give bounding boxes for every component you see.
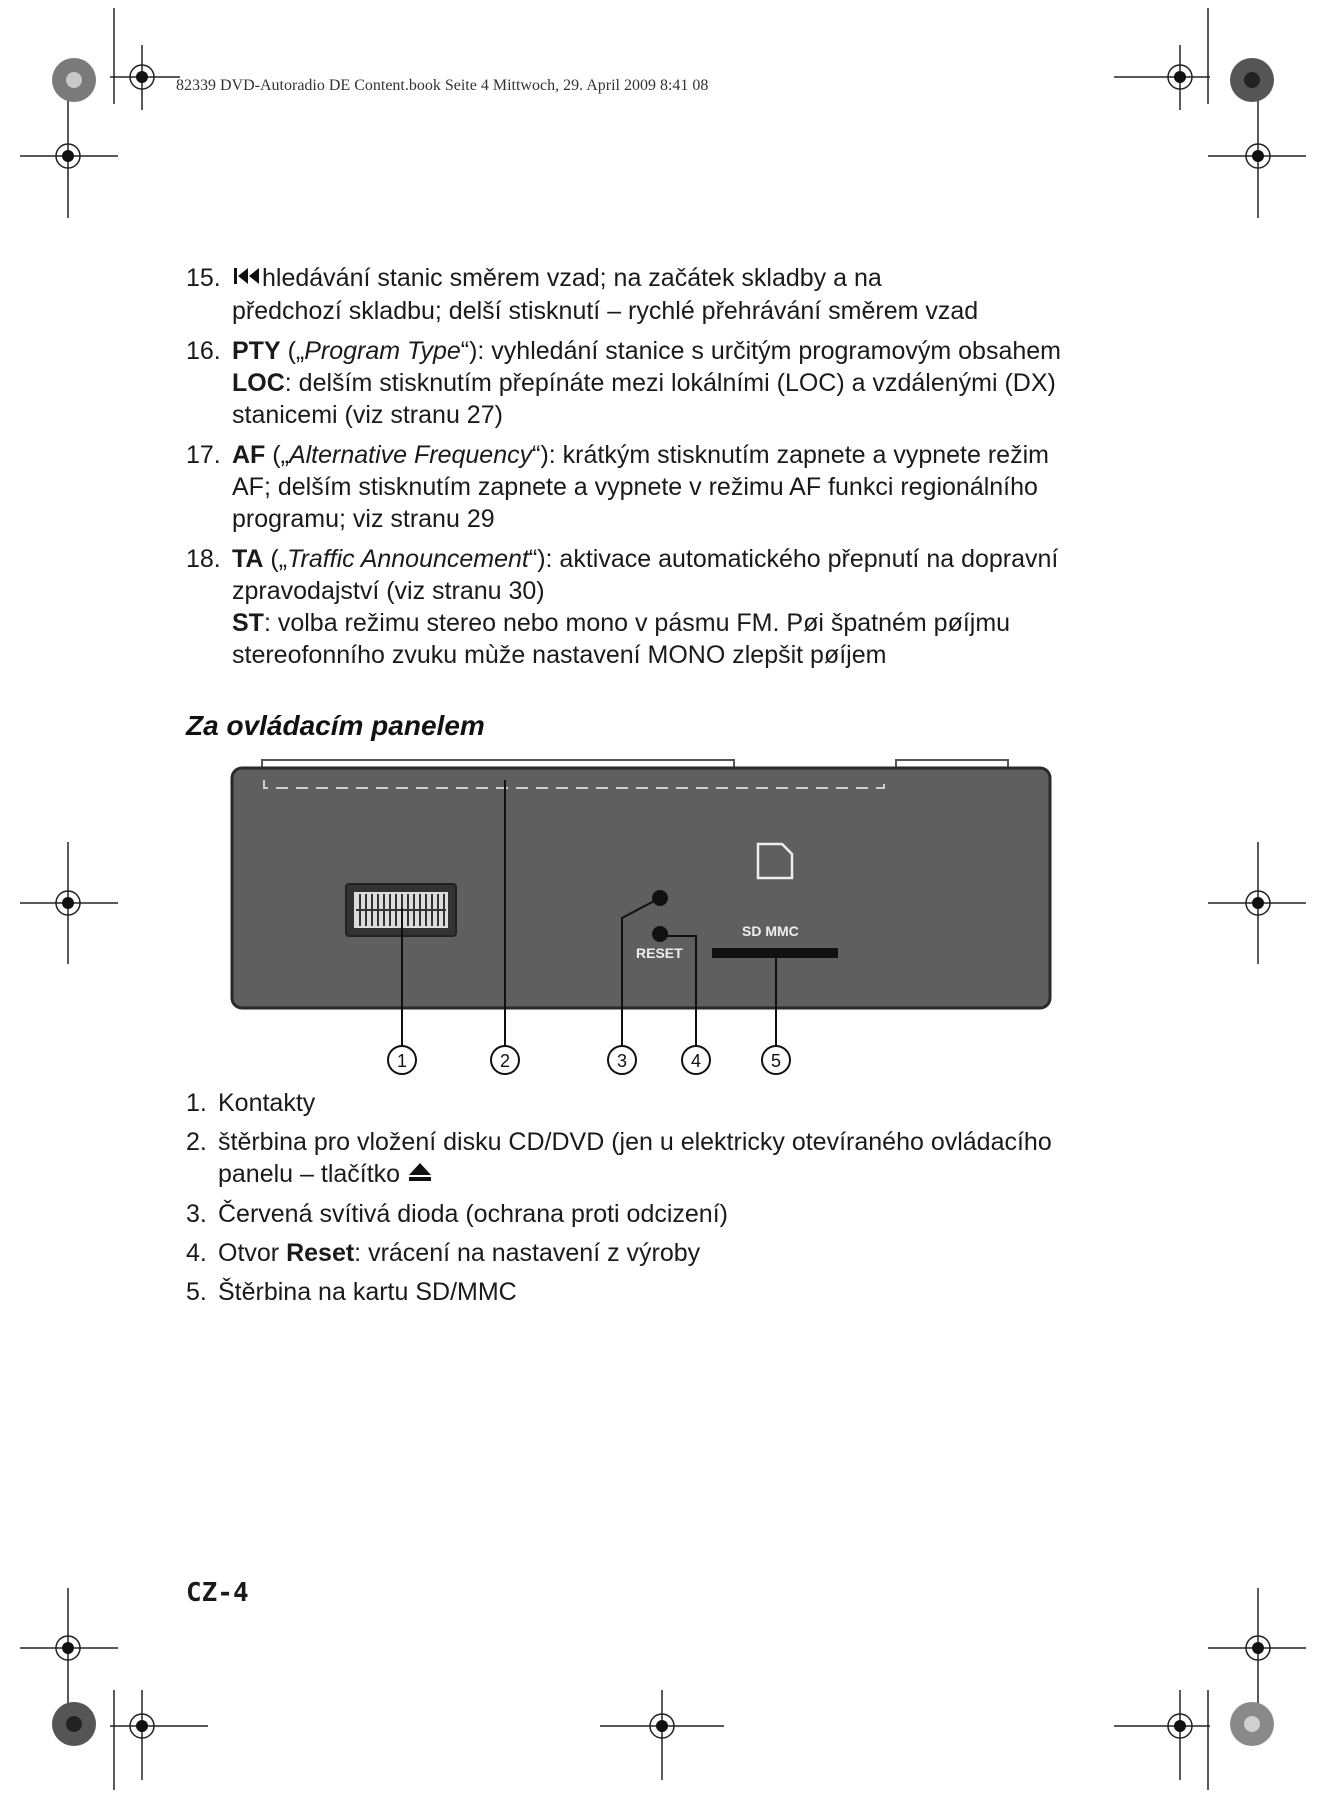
item-key: TA <box>232 545 264 574</box>
item-term: Traffic Announcement <box>287 545 529 574</box>
item-number: 15. <box>186 264 221 292</box>
list-item <box>186 1087 1086 1119</box>
item-number: 16. <box>186 337 221 366</box>
svg-text:1: 1 <box>396 1051 408 1071</box>
item-text: Kontakty <box>218 1089 316 1117</box>
item-description: “): aktivace automatického přepnutí na dopravní zpravodajství (viz stranu 30) <box>232 545 1059 606</box>
item-number: 18. <box>186 545 221 574</box>
callout-4 <box>682 1046 710 1074</box>
skip-back-icon <box>232 263 262 295</box>
item-number: 1. <box>186 1089 207 1117</box>
function-list <box>186 262 1086 679</box>
item-text: Červená svítivá dioda (ochrana proti odcizení) <box>218 1200 728 1229</box>
item-text: štěrbina pro vložení disku CD/DVD (jen u elektricky otevíraného ovládacího panelu – tlačítko <box>218 1128 1052 1188</box>
list-item: 16. PTY („Program Type“): vyhledání stanice s určitým programovým obsahem LOC: delším stisknutím přepínáte mezi lokálními (LOC) a vzdálenými (DX) stanicemi (viz stranu 27) <box>186 337 1061 430</box>
svg-text:3: 3 <box>616 1051 628 1071</box>
callout-3 <box>608 1046 636 1074</box>
reset-term: Reset <box>286 1239 355 1268</box>
svg-text:2: 2 <box>499 1051 511 1071</box>
svg-text:4: 4 <box>690 1051 702 1071</box>
item-sub-key: ST <box>232 609 264 638</box>
item-number: 2. <box>186 1128 207 1156</box>
list-item <box>186 1198 1086 1230</box>
list-item <box>186 1126 1086 1191</box>
item-15-line2: předchozí skladbu; delší stisknutí – rychlé přehrávání směrem vzad <box>232 297 979 326</box>
reset-hole <box>652 926 668 942</box>
led-indicator <box>652 890 668 906</box>
item-description: “): krátkým stisknutím zapnete a vypnete režim AF; delším stisknutím zapnete a vypnete v režimu AF funkci regionálního programu; viz stranu 29 <box>232 441 1049 534</box>
item-term: Alternative Frequency <box>288 441 533 470</box>
list-item <box>186 1276 1086 1308</box>
item-sub-description: : volba režimu stereo nebo mono v pásmu FM. Pøi špatném pøíjmu stereofonního zvuku mùže nastavení MONO zlepšit pøíjem <box>232 609 1011 670</box>
item-number: 3. <box>186 1200 207 1229</box>
print-header: 82339 DVD-Autoradio DE Content.book Seite 4 Mittwoch, 29. April 2009 8:41 08 <box>176 77 709 94</box>
item-number: 5. <box>186 1278 207 1307</box>
list-item: 18. TA („Traffic Announcement“): aktivace automatického přepnutí na dopravní zpravodajství (viz stranu 30) ST: volba režimu stereo nebo mono v pásmu FM. Pøi špatném pøíjmu stereofonního zvuku mùže nastavení MONO zlepšit pøíjem <box>186 545 1059 670</box>
item-description: “): vyhledání stanice s určitým programovým obsahem <box>460 337 1061 366</box>
item-term: Program Type <box>304 337 461 366</box>
list-item: 4. Otvor Reset: vrácení na nastavení z výroby <box>186 1239 701 1268</box>
sd-mmc-label: SD MMC <box>742 923 799 939</box>
item-number: 17. <box>186 441 221 470</box>
list-item: 17. AF („Alternative Frequency“): krátkým stisknutím zapnete a vypnete režim AF; delším stisknutím zapnete a vypnete v režimu AF funkci regionálního programu; viz stranu 29 <box>186 441 1049 534</box>
panel-legend-list <box>186 1087 1086 1315</box>
item-sub-key: LOC <box>232 369 285 398</box>
svg-text:5: 5 <box>770 1051 782 1071</box>
item-sub-description: : delším stisknutím přepínáte mezi lokálními (LOC) a vzdálenými (DX) stanicemi (viz stranu 27) <box>232 369 1056 430</box>
item-key: AF <box>232 441 266 470</box>
eject-icon <box>407 1159 433 1191</box>
section-heading: Za ovládacím panelem <box>186 710 485 741</box>
list-item <box>186 262 1086 327</box>
reset-label: RESET <box>636 945 683 961</box>
page-number: CZ-4 <box>186 1578 249 1608</box>
panel-diagram <box>220 758 1060 1078</box>
callout-1 <box>388 1046 416 1074</box>
callout-2 <box>491 1046 519 1074</box>
item-key: PTY <box>232 337 281 366</box>
item-number: 4. <box>186 1239 207 1268</box>
callout-5 <box>762 1046 790 1074</box>
item-text: Štěrbina na kartu SD/MMC <box>218 1278 517 1307</box>
item-15-line1: hledávání stanic směrem vzad; na začátek skladby a na <box>262 264 882 292</box>
